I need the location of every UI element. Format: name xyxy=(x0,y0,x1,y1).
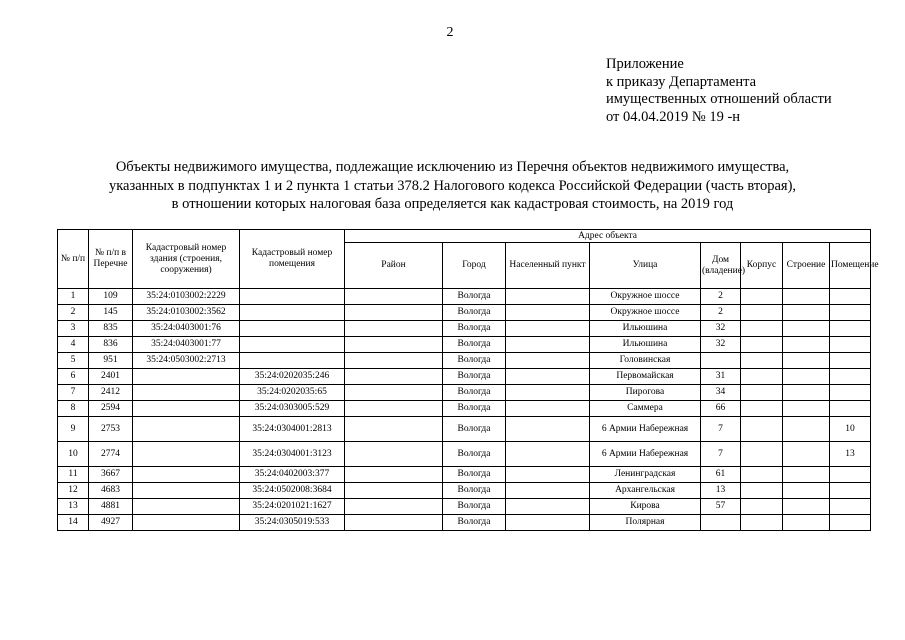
cell-list-num: 3667 xyxy=(89,467,133,483)
cell-settlement xyxy=(506,289,590,305)
cell-building xyxy=(783,321,830,337)
cell-house: 32 xyxy=(701,337,741,353)
appendix-line: имущественных отношений области xyxy=(606,91,832,107)
cell-cad-building xyxy=(133,515,240,531)
cell-settlement xyxy=(506,499,590,515)
cell-district xyxy=(345,369,443,385)
cell-settlement xyxy=(506,305,590,321)
cell-korpus xyxy=(741,515,783,531)
header-street: Улица xyxy=(590,243,701,289)
table-row xyxy=(58,337,871,353)
cell-cad-building: 35:24:0103002:2229 xyxy=(133,289,240,305)
cell-city: Вологда xyxy=(443,499,506,515)
cell-street: Полярная xyxy=(590,515,701,531)
cell-num: 1 xyxy=(58,289,89,305)
cell-city: Вологда xyxy=(443,515,506,531)
cell-street: 6 Армии Набережная xyxy=(590,442,701,467)
cell-city: Вологда xyxy=(443,369,506,385)
cell-list-num: 2753 xyxy=(89,417,133,442)
table-row xyxy=(58,417,871,442)
cell-city: Вологда xyxy=(443,321,506,337)
cell-house: 31 xyxy=(701,369,741,385)
cell-korpus xyxy=(741,369,783,385)
cell-list-num: 951 xyxy=(89,353,133,369)
table-row xyxy=(58,442,871,467)
cell-district xyxy=(345,305,443,321)
cell-cad-room xyxy=(240,321,345,337)
cell-cad-building: 35:24:0103002:3562 xyxy=(133,305,240,321)
cell-city: Вологда xyxy=(443,467,506,483)
cell-num: 2 xyxy=(58,305,89,321)
cell-cad-room xyxy=(240,337,345,353)
cell-cad-room: 35:24:0202035:65 xyxy=(240,385,345,401)
header-korpus: Корпус xyxy=(741,243,783,289)
cell-room xyxy=(830,353,871,369)
cell-district xyxy=(345,515,443,531)
table-row xyxy=(58,305,871,321)
cell-cad-building: 35:24:0403001:76 xyxy=(133,321,240,337)
cell-num: 9 xyxy=(58,417,89,442)
cell-settlement xyxy=(506,369,590,385)
cell-korpus xyxy=(741,305,783,321)
cell-cad-room: 35:24:0303005:529 xyxy=(240,401,345,417)
cell-city: Вологда xyxy=(443,417,506,442)
cell-korpus xyxy=(741,337,783,353)
cell-house xyxy=(701,515,741,531)
cell-list-num: 836 xyxy=(89,337,133,353)
header-address-group: Адрес объекта xyxy=(345,230,871,243)
document-title xyxy=(40,158,865,214)
cell-house: 61 xyxy=(701,467,741,483)
header-city: Город xyxy=(443,243,506,289)
cell-settlement xyxy=(506,321,590,337)
cell-cad-room: 35:24:0304001:2813 xyxy=(240,417,345,442)
cell-num: 3 xyxy=(58,321,89,337)
cell-cad-building: 35:24:0503002:2713 xyxy=(133,353,240,369)
cell-street: Первомайская xyxy=(590,369,701,385)
cell-settlement xyxy=(506,337,590,353)
cell-settlement xyxy=(506,353,590,369)
cell-list-num: 835 xyxy=(89,321,133,337)
cell-room xyxy=(830,401,871,417)
cell-room xyxy=(830,369,871,385)
cell-num: 11 xyxy=(58,467,89,483)
cell-room xyxy=(830,337,871,353)
cell-list-num: 145 xyxy=(89,305,133,321)
cell-num: 7 xyxy=(58,385,89,401)
title-line: указанных в подпунктах 1 и 2 пункта 1 статьи 378.2 Налогового кодекса Российской Федерации (часть вторая), xyxy=(108,177,797,194)
header-room: Помещение xyxy=(830,243,871,289)
cell-building xyxy=(783,353,830,369)
cell-street: Ильюшина xyxy=(590,337,701,353)
cell-street: Окружное шоссе xyxy=(590,289,701,305)
cell-korpus xyxy=(741,467,783,483)
cell-cad-room xyxy=(240,353,345,369)
cell-list-num: 109 xyxy=(89,289,133,305)
cell-house xyxy=(701,353,741,369)
cell-korpus xyxy=(741,417,783,442)
table-row xyxy=(58,353,871,369)
objects-table xyxy=(57,229,879,531)
cell-cad-room xyxy=(240,305,345,321)
cell-settlement xyxy=(506,442,590,467)
cell-settlement xyxy=(506,515,590,531)
table-row xyxy=(58,369,871,385)
cell-cad-building xyxy=(133,467,240,483)
cell-district xyxy=(345,417,443,442)
cell-list-num: 2401 xyxy=(89,369,133,385)
cell-cad-building xyxy=(133,442,240,467)
cell-korpus xyxy=(741,483,783,499)
header-settlement: Населенный пункт xyxy=(506,243,590,289)
cell-cad-room xyxy=(240,289,345,305)
table-body xyxy=(58,289,871,531)
header-district: Район xyxy=(345,243,443,289)
header-building: Строение xyxy=(783,243,830,289)
cell-room xyxy=(830,385,871,401)
cell-num: 10 xyxy=(58,442,89,467)
appendix-block xyxy=(606,56,832,126)
cell-settlement xyxy=(506,417,590,442)
cell-building xyxy=(783,467,830,483)
cell-building xyxy=(783,305,830,321)
cell-settlement xyxy=(506,467,590,483)
cell-street: Архангельская xyxy=(590,483,701,499)
cell-cad-room: 35:24:0304001:3123 xyxy=(240,442,345,467)
cell-list-num: 2412 xyxy=(89,385,133,401)
cell-room xyxy=(830,321,871,337)
cell-settlement xyxy=(506,385,590,401)
cell-house: 66 xyxy=(701,401,741,417)
cell-list-num: 2774 xyxy=(89,442,133,467)
cell-korpus xyxy=(741,401,783,417)
cell-cad-building: 35:24:0403001:77 xyxy=(133,337,240,353)
cell-cad-building xyxy=(133,483,240,499)
header-cad-room: Кадастровый номер помещения xyxy=(240,230,345,289)
cell-num: 4 xyxy=(58,337,89,353)
cell-room xyxy=(830,467,871,483)
cell-street: Пирогова xyxy=(590,385,701,401)
table-row xyxy=(58,401,871,417)
header-house: Дом (владение) xyxy=(701,243,741,289)
cell-house: 13 xyxy=(701,483,741,499)
cell-building xyxy=(783,289,830,305)
cell-house: 57 xyxy=(701,499,741,515)
appendix-line: Приложение xyxy=(606,56,684,72)
cell-building xyxy=(783,385,830,401)
cell-city: Вологда xyxy=(443,483,506,499)
cell-building xyxy=(783,515,830,531)
cell-cad-building xyxy=(133,369,240,385)
cell-building xyxy=(783,417,830,442)
header-list-num: № п/п в Перечне xyxy=(89,230,133,289)
table-row xyxy=(58,499,871,515)
header-cad-building: Кадастровый номер здания (строения, сооружения) xyxy=(133,230,240,289)
cell-settlement xyxy=(506,401,590,417)
cell-room xyxy=(830,289,871,305)
cell-num: 8 xyxy=(58,401,89,417)
appendix-line: к приказу Департамента xyxy=(606,73,757,90)
cell-street: Ильюшина xyxy=(590,321,701,337)
cell-house: 2 xyxy=(701,289,741,305)
cell-street: Головинская xyxy=(590,353,701,369)
cell-room xyxy=(830,305,871,321)
cell-list-num: 4881 xyxy=(89,499,133,515)
cell-building xyxy=(783,442,830,467)
cell-korpus xyxy=(741,289,783,305)
cell-district xyxy=(345,385,443,401)
cell-city: Вологда xyxy=(443,289,506,305)
cell-street: Кирова xyxy=(590,499,701,515)
cell-district xyxy=(345,483,443,499)
header-num: № п/п xyxy=(58,230,89,289)
table-row xyxy=(58,289,871,305)
cell-city: Вологда xyxy=(443,305,506,321)
cell-cad-building xyxy=(133,385,240,401)
cell-cad-building xyxy=(133,417,240,442)
cell-city: Вологда xyxy=(443,353,506,369)
cell-street: 6 Армии Набережная xyxy=(590,417,701,442)
cell-city: Вологда xyxy=(443,442,506,467)
cell-list-num: 2594 xyxy=(89,401,133,417)
table-row xyxy=(58,483,871,499)
cell-room: 13 xyxy=(830,442,871,467)
cell-city: Вологда xyxy=(443,401,506,417)
cell-building xyxy=(783,499,830,515)
cell-house: 32 xyxy=(701,321,741,337)
cell-house: 34 xyxy=(701,385,741,401)
cell-house: 7 xyxy=(701,417,741,442)
cell-city: Вологда xyxy=(443,385,506,401)
cell-street: Окружное шоссе xyxy=(590,305,701,321)
cell-city: Вологда xyxy=(443,337,506,353)
cell-cad-room: 35:24:0502008:3684 xyxy=(240,483,345,499)
cell-num: 6 xyxy=(58,369,89,385)
table-row xyxy=(58,467,871,483)
cell-street: Саммера xyxy=(590,401,701,417)
cell-cad-room: 35:24:0201021:1627 xyxy=(240,499,345,515)
cell-korpus xyxy=(741,321,783,337)
cell-building xyxy=(783,401,830,417)
cell-district xyxy=(345,442,443,467)
cell-house: 7 xyxy=(701,442,741,467)
cell-district xyxy=(345,353,443,369)
cell-korpus xyxy=(741,385,783,401)
cell-cad-building xyxy=(133,401,240,417)
cell-korpus xyxy=(741,442,783,467)
table-row xyxy=(58,321,871,337)
cell-district xyxy=(345,467,443,483)
cell-korpus xyxy=(741,353,783,369)
cell-room xyxy=(830,499,871,515)
cell-building xyxy=(783,483,830,499)
cell-district xyxy=(345,321,443,337)
title-line: в отношении которых налоговая база определяется как кадастровая стоимость, на 2019 год xyxy=(171,196,734,212)
cell-district xyxy=(345,337,443,353)
cell-district xyxy=(345,499,443,515)
appendix-line: от 04.04.2019 № 19 -н xyxy=(606,108,741,125)
cell-num: 13 xyxy=(58,499,89,515)
cell-cad-room: 35:24:0202035:246 xyxy=(240,369,345,385)
table-row xyxy=(58,515,871,531)
cell-district xyxy=(345,401,443,417)
cell-num: 14 xyxy=(58,515,89,531)
cell-cad-room: 35:24:0402003:377 xyxy=(240,467,345,483)
cell-room: 10 xyxy=(830,417,871,442)
table-row xyxy=(58,385,871,401)
cell-cad-room: 35:24:0305019:533 xyxy=(240,515,345,531)
cell-building xyxy=(783,337,830,353)
cell-num: 5 xyxy=(58,353,89,369)
cell-room xyxy=(830,483,871,499)
cell-building xyxy=(783,369,830,385)
cell-settlement xyxy=(506,483,590,499)
cell-house: 2 xyxy=(701,305,741,321)
page-number: 2 xyxy=(446,25,454,40)
title-line: Объекты недвижимого имущества, подлежащие исключению из Перечня объектов недвижимого имущества, xyxy=(115,159,790,175)
cell-list-num: 4683 xyxy=(89,483,133,499)
cell-district xyxy=(345,289,443,305)
cell-street: Ленинградская xyxy=(590,467,701,483)
cell-korpus xyxy=(741,499,783,515)
cell-room xyxy=(830,515,871,531)
cell-cad-building xyxy=(133,499,240,515)
cell-num: 12 xyxy=(58,483,89,499)
cell-list-num: 4927 xyxy=(89,515,133,531)
